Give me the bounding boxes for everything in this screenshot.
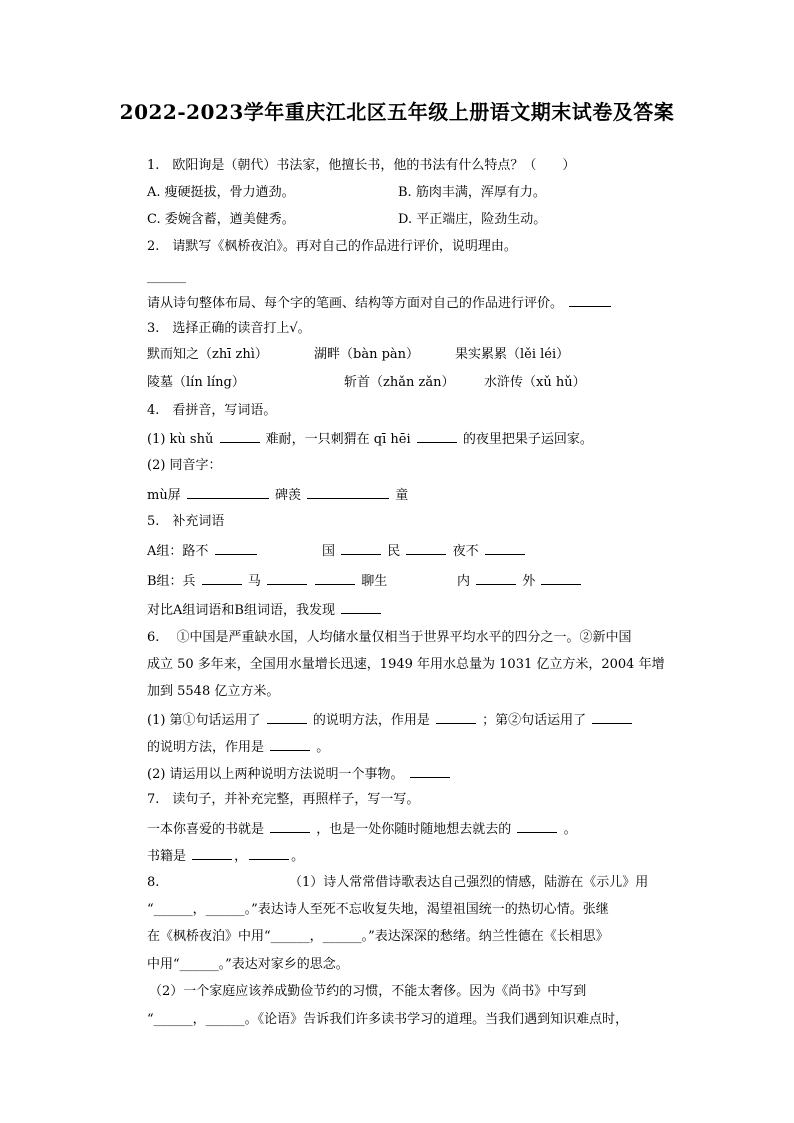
q7-line1 — [147, 818, 674, 840]
page-title: 2022-2023学年重庆江北区五年级上册语文期末试卷及答案 — [119, 100, 675, 124]
q5-blank-b2 — [267, 570, 307, 585]
q8-part1-text: （1）诗人常常借诗歌表达自己强烈的情感，陆游在《示儿》用 — [289, 875, 649, 890]
q5-compare-text: 对比A组词语和B组词语，我发现 — [147, 603, 335, 618]
q4-homophone-3: 童 — [395, 488, 409, 503]
q6-blank-3 — [592, 709, 632, 724]
q2-eval-text: 请从诗句整体布局、每个字的笔画、结构等方面对自己的作品进行评价。 — [147, 296, 564, 311]
q8-line2: “______，______。”表达诗人至死不忘收复失地，渴望祖国统一的热切心情。张继 — [147, 902, 609, 917]
q1-option-b: B. 筋肉丰满，浑厚有力。 — [398, 185, 546, 200]
q4-homophone-1: mù屏 — [147, 488, 181, 503]
q7-blank-3 — [192, 845, 232, 860]
q4-blank-3 — [187, 484, 269, 499]
q7-period: 。 — [563, 822, 577, 837]
q6-stem: 6. ①中国是严重缺水国，人均储水量仅相当于世界平均水平的四分之一。②新中国 — [147, 630, 632, 645]
q5-b2: 马 — [247, 574, 261, 589]
q6-blank-4 — [270, 736, 310, 751]
q3-item-5: 斩首（zhǎn zǎn） — [344, 375, 455, 390]
q7-line2-a: 书籍是 — [147, 849, 187, 864]
q7-blank-1 — [270, 818, 310, 833]
q5-a-segment — [322, 540, 527, 562]
q2-eval-line — [147, 292, 674, 314]
q6-blank-2 — [436, 709, 476, 724]
q4-stem: 4. 看拼音，写词语。 — [147, 403, 277, 418]
q1-option-d: D. 平正端庄，险劲生动。 — [398, 212, 547, 227]
q8-number: 8. — [147, 875, 160, 890]
q6-sub2 — [147, 763, 674, 785]
q5-blank-a4 — [485, 540, 525, 555]
q1-option-c: C. 委婉含蓄，遒美健秀。 — [147, 212, 295, 227]
q3-item-6: 水浒传（xǔ hǔ） — [484, 375, 586, 390]
q4-pinyin-1: (1) kù shǔ — [147, 432, 214, 447]
q5-blank-b4 — [476, 570, 516, 585]
q6-sub1-b: 的说明方法，作用是 — [312, 713, 430, 728]
q7-line1-a: 一本你喜爱的书就是 — [147, 822, 265, 837]
q8-line4: 中用“______。”表达对家乡的思念。 — [147, 957, 349, 972]
q2-stem: 2. 请默写《枫桥夜泊》。再对自己的作品进行评价，说明理由。 — [147, 239, 517, 254]
q4-part2: (2) 同音字： — [147, 458, 222, 473]
q5-group-a — [147, 540, 674, 562]
q3-item-1: 默而知之（zhī zhì） — [147, 347, 268, 362]
q3-item-2: 湖畔（bàn pàn） — [314, 347, 420, 362]
q5-b4: 内 — [457, 574, 471, 589]
q6-blank-1 — [267, 709, 307, 724]
q7-blank-2 — [517, 818, 557, 833]
q8-line5: （2）一个家庭应该养成勤俭节约的习惯，不能太奢侈。因为《尚书》中写到 — [149, 984, 587, 999]
q1-options-row1 — [147, 183, 674, 203]
q6-sub1-cont — [147, 736, 674, 758]
q3-item-3: 果实累累（lěi léi） — [455, 347, 570, 362]
q5-blank-a2 — [341, 540, 381, 555]
q3-item-4: 陵墓（lín líng） — [147, 375, 245, 390]
q5-blank-a1 — [215, 540, 257, 555]
q3-row2 — [147, 373, 674, 393]
q5-a4: 夜不 — [452, 544, 479, 559]
q4-homophone-2: 碑羡 — [274, 488, 301, 503]
q1-stem: 1. 欧阳询是（朝代）书法家，他擅长书，他的书法有什么特点？（ ） — [147, 158, 576, 173]
q2-answer-blank: ______ — [147, 269, 186, 284]
q7-line1-b: ，也是一处你随时随地想去就去的 — [316, 822, 512, 837]
q6-sub1 — [147, 709, 674, 731]
q4-blank-4 — [307, 484, 389, 499]
q8-line3: 在《枫桥夜泊》中用“______，______。”表达深深的愁绪。纳兰性德在《长相思》 — [147, 929, 609, 944]
q5-blank-a3 — [406, 540, 446, 555]
q5-a2: 国 — [322, 544, 336, 559]
q4-blank-2 — [417, 428, 457, 443]
q5-blank-b3 — [315, 570, 355, 585]
q5-blank-b5 — [541, 570, 581, 585]
q5-b-segment — [457, 570, 583, 592]
q5-a3: 民 — [387, 544, 401, 559]
q5-blank-b1 — [202, 570, 242, 585]
q6-blank-5 — [410, 763, 450, 778]
q4-text-1: 难耐，一只刺猬在 qī hēi — [265, 432, 411, 447]
q1-options-row2 — [147, 210, 674, 230]
q4-text-2: 的夜里把果子运回家。 — [462, 432, 593, 447]
q4-part1 — [147, 428, 674, 450]
q2-eval-blank — [569, 292, 611, 307]
q5-a1: A组：路不 — [147, 544, 209, 559]
q5-compare — [147, 599, 674, 621]
q6-period: 。 — [316, 740, 330, 755]
q3-row1 — [147, 345, 674, 365]
q6-sub1-c: ；第②句话运用了 — [482, 713, 587, 728]
q5-stem: 5. 补充词语 — [147, 514, 225, 529]
q6-sub1-a: (1) 第①句话运用了 — [147, 713, 261, 728]
q6-sub2-text: (2) 请运用以上两种说明方法说明一个事物。 — [147, 767, 404, 782]
q1-option-a: A. 瘦硬挺拔，骨力遒劲。 — [147, 185, 295, 200]
q7-blank-4 — [249, 845, 289, 860]
q4-blank-1 — [220, 428, 260, 443]
q6-line2: 成立 50 多年来，全国用水量增长迅速，1949 年用水总量为 1031 亿立方米，2004 年增 — [147, 657, 665, 672]
q7-line2: 书籍是 ， 。 — [147, 845, 674, 867]
q8-line1 — [147, 873, 674, 893]
q8-line6: “______，______。《论语》告诉我们许多读书学习的道理。当我们遇到知识难点时， — [147, 1012, 629, 1027]
q5-blank-compare — [341, 599, 381, 614]
q6-line3: 加到 5548 亿立方米。 — [147, 684, 280, 699]
q5-b5: 外 — [522, 574, 536, 589]
q3-stem: 3. 选择正确的读音打上√。 — [147, 321, 311, 336]
q5-group-b — [147, 570, 674, 592]
q5-b3: 聊生 — [361, 574, 388, 589]
q6-sub1-d: 的说明方法，作用是 — [147, 740, 265, 755]
q4-part3 — [147, 484, 674, 506]
q5-b1: B组：兵 — [147, 574, 196, 589]
q7-stem: 7. 读句子，并补充完整，再照样子，写一写。 — [147, 792, 420, 807]
